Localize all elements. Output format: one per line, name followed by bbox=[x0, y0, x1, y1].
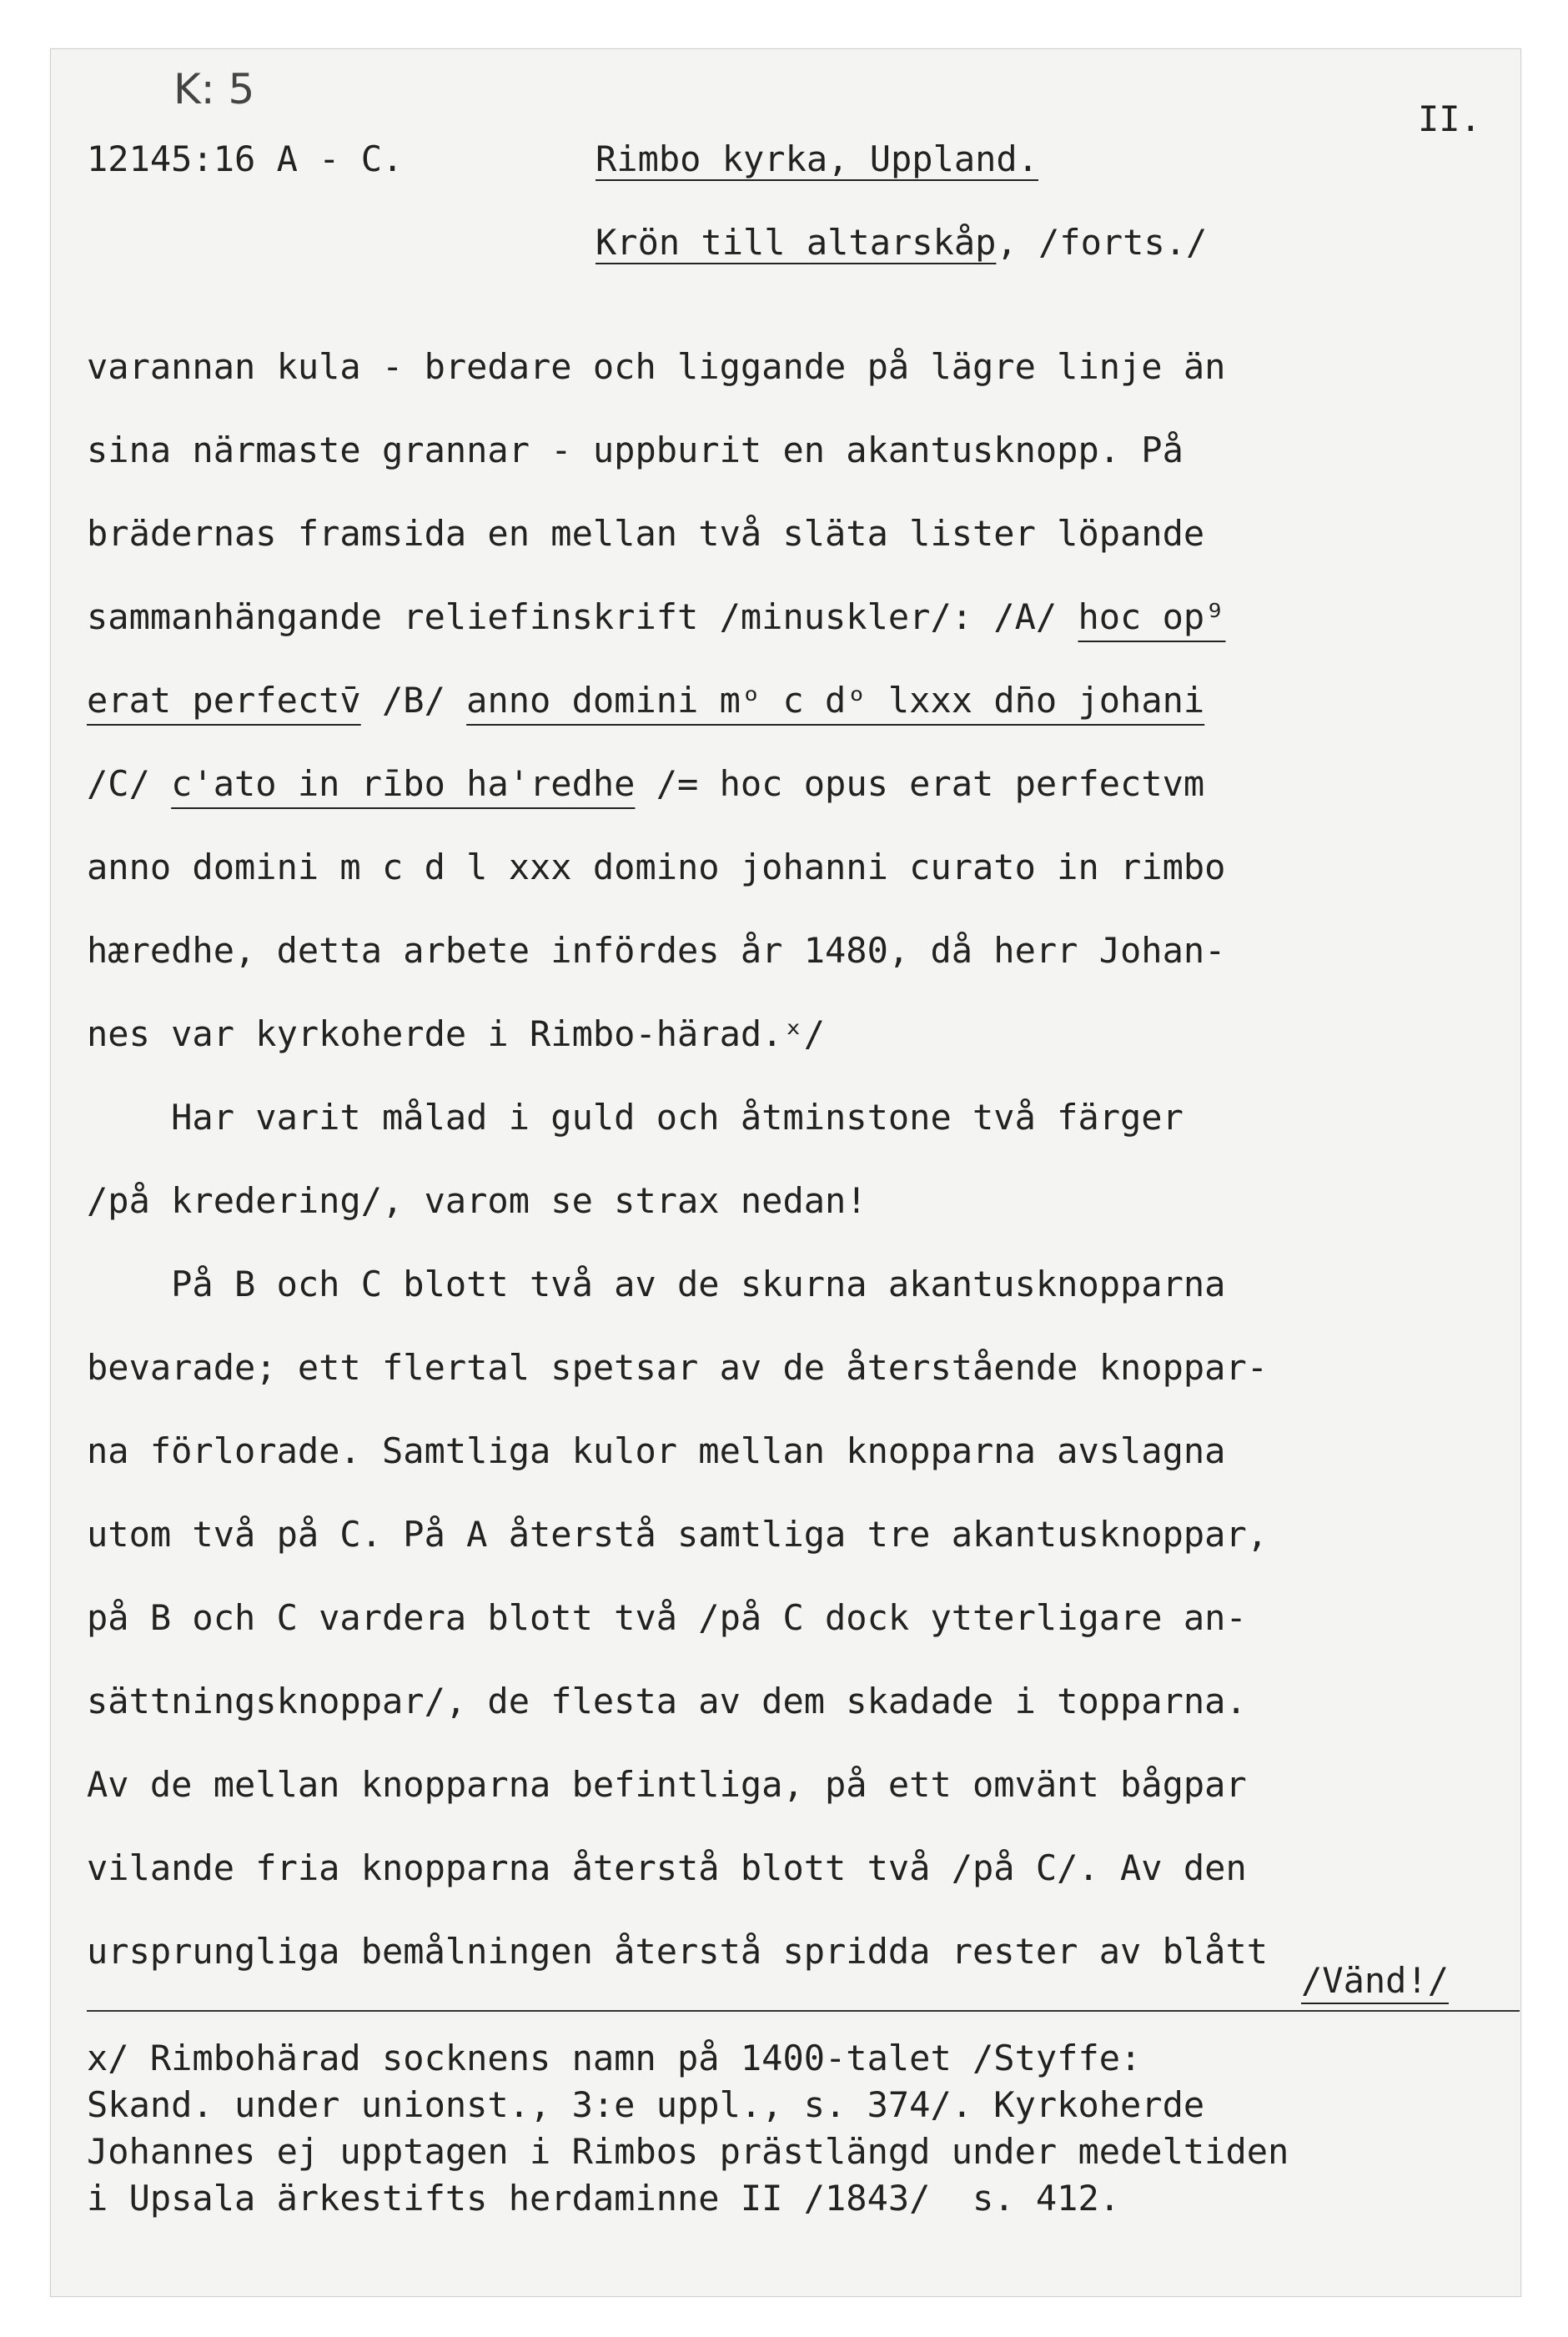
footnote-line: Johannes ej upptagen i Rimbos prästlängd under medeltiden bbox=[87, 2131, 1289, 2172]
handwritten-note: K: 5 bbox=[173, 65, 255, 113]
title-line-2 bbox=[596, 222, 1207, 263]
inscription-text: hoc op⁹ bbox=[1078, 596, 1226, 637]
body-line: sättningsknoppar/, de flesta av dem skadade i topparna. bbox=[87, 1681, 1247, 1721]
title-subject: Krön till altarskåp bbox=[596, 222, 997, 263]
inscription-text: erat perfectv̄ bbox=[87, 680, 361, 721]
inscription-text: c'ato in rībo ha'redhe bbox=[171, 763, 636, 804]
footnote-line: Skand. under unionst., 3:e uppl., s. 374/. Kyrkoherde bbox=[87, 2084, 1205, 2125]
body-line-part: /C/ bbox=[87, 763, 172, 804]
inscription-text: anno domini mᵒ c dᵒ lxxx dn̄o johani bbox=[466, 680, 1205, 721]
body-line: Av de mellan knopparna befintliga, på ett omvänt bågpar bbox=[87, 1764, 1247, 1805]
body-line: vilande fria knopparna återstå blott två /på C/. Av den bbox=[87, 1847, 1247, 1888]
turn-over-note: /Vänd!/ bbox=[1301, 1960, 1450, 2001]
body-line: na förlorade. Samtliga kulor mellan knopparna avslagna bbox=[87, 1430, 1226, 1471]
footnote-line: x/ Rimbohärad socknens namn på 1400-talet /Styffe: bbox=[87, 2038, 1142, 2078]
footnote bbox=[87, 2035, 1521, 2222]
body-line: /på kredering/, varom se strax nedan! bbox=[87, 1180, 867, 1221]
body-line-part: sammanhängande reliefinskrift /minuskler/: /A/ bbox=[87, 596, 1078, 637]
body-line: På B och C blott två av de skurna akantusknopparna bbox=[87, 1264, 1226, 1304]
body-line: anno domini m c d l xxx domino johanni curato in rimbo bbox=[87, 847, 1226, 887]
footnote-divider bbox=[87, 2010, 1520, 2012]
body-line bbox=[87, 742, 1521, 826]
body-line: brädernas framsida en mellan två släta lister löpande bbox=[87, 513, 1205, 554]
body-line-part: /B/ bbox=[360, 680, 467, 721]
body-line-part: /= hoc opus erat perfectvm bbox=[635, 763, 1205, 804]
title-continued: , /forts./ bbox=[996, 222, 1208, 263]
body-line: sina närmaste grannar - uppburit en akantusknopp. På bbox=[87, 430, 1184, 470]
reference-number: 12145:16 A - C. bbox=[87, 138, 404, 179]
page-number: II. bbox=[1418, 98, 1481, 139]
title-line-1: Rimbo kyrka, Uppland. bbox=[596, 138, 1039, 179]
body-line bbox=[87, 575, 1521, 659]
body-line: på B och C vardera blott två /på C dock ytterligare an- bbox=[87, 1597, 1247, 1638]
body-line: utom två på C. På A återstå samtliga tre akantusknoppar, bbox=[87, 1514, 1269, 1555]
body-line bbox=[87, 659, 1521, 742]
body-line: Har varit målad i guld och åtminstone två färger bbox=[87, 1097, 1184, 1138]
body-line: ursprungliga bemålningen återstå spridda rester av blått bbox=[87, 1931, 1269, 1972]
body-line: varannan kula - bredare och liggande på lägre linje än bbox=[87, 346, 1226, 387]
footnote-line: i Upsala ärkestifts herdaminne II /1843/ s. 412. bbox=[87, 2178, 1121, 2219]
body-line: hæredhe, detta arbete infördes år 1480, då herr Johan- bbox=[87, 930, 1226, 971]
body-line: bevarade; ett flertal spetsar av de återstående knoppar- bbox=[87, 1347, 1269, 1388]
card-body-text bbox=[87, 325, 1521, 1993]
body-line: nes var kyrkoherde i Rimbo-härad.ˣ/ bbox=[87, 1013, 826, 1054]
